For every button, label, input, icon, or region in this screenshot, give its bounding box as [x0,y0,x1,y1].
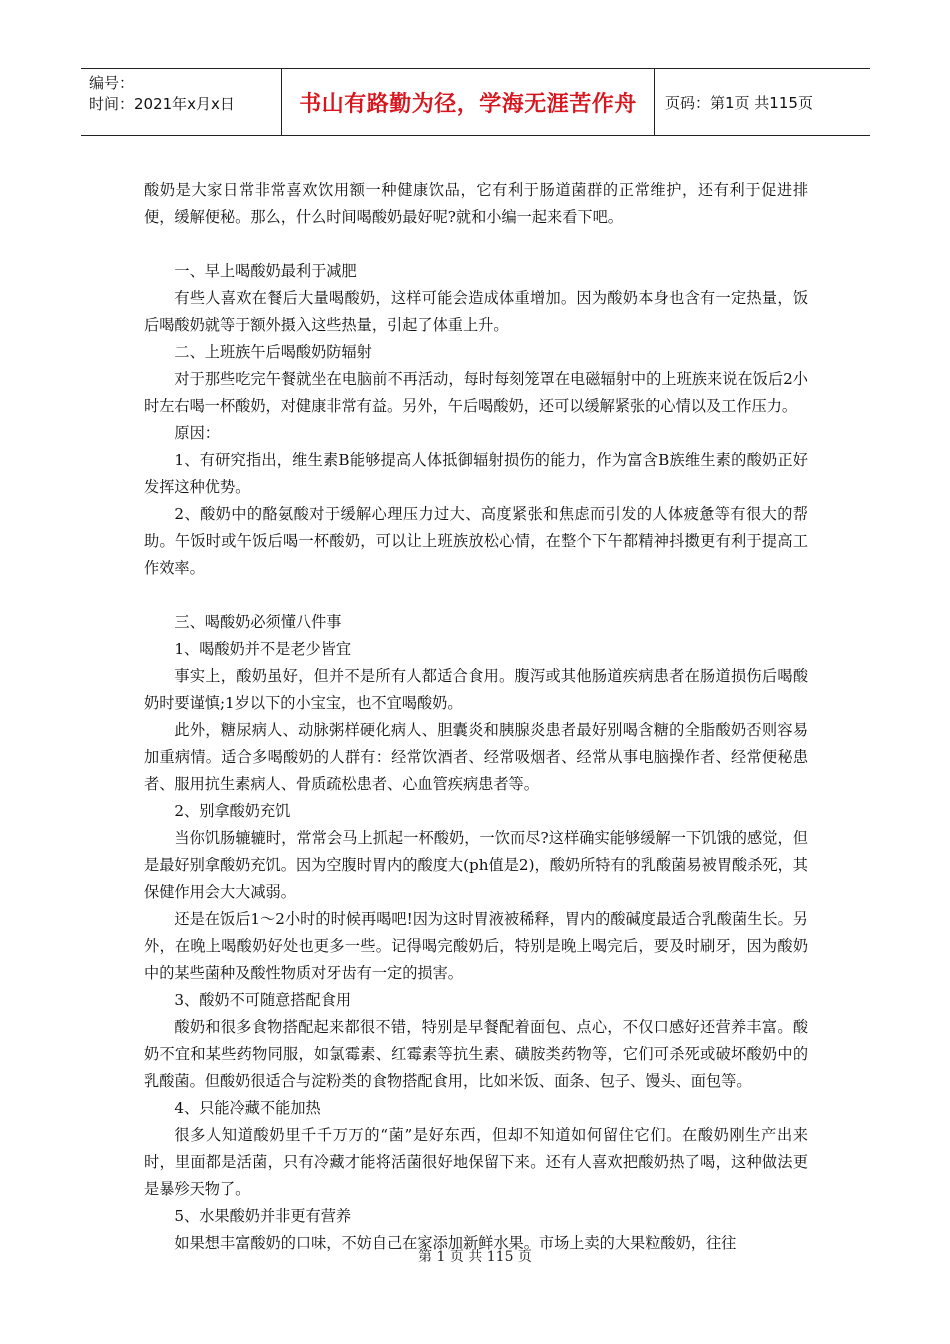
paragraph: 有些人喜欢在餐后大量喝酸奶，这样可能会造成体重增加。因为酸奶本身也含有一定热量，饭后喝酸奶就等于额外摄入这些热量，引起了体重上升。 [144,289,808,334]
subheading: 2、别拿酸奶充饥 [174,802,291,820]
section-heading-1: 一、早上喝酸奶最利于减肥 [174,262,357,280]
paragraph: 原因： [174,424,220,442]
document-body [144,177,808,1257]
header-motto: 书山有路勤为径，学海无涯苦作舟 [282,69,655,135]
number-label: 编号： [89,74,135,92]
paragraph: 此外，糖尿病人、动脉粥样硬化病人、胆囊炎和胰腺炎患者最好别喝含糖的全脂酸奶否则容易加重病情。适合多喝酸奶的人群有：经常饮酒者、经常吸烟者、经常从事电脑操作者、经常便秘患者、服用抗生素病人、骨质疏松患者、心血管疾病患者等。 [144,721,808,793]
paragraph: 当你饥肠辘辘时，常常会马上抓起一杯酸奶，一饮而尽?这样确实能够缓解一下饥饿的感觉，但是最好别拿酸奶充饥。因为空腹时胃内的酸度大(ph值是2)，酸奶所特有的乳酸菌易被胃酸杀死，其保健作用会大大减弱。 [144,829,808,901]
section-heading-3: 三、喝酸奶必须懂八件事 [174,613,342,631]
page-header [81,68,870,136]
header-meta-cell [81,69,282,135]
header-page-info: 页码：第1页 共115页 [665,93,813,112]
page-footer: 第 1 页 共 115 页 [418,1249,532,1265]
paragraph: 酸奶和很多食物搭配起来都很不错，特别是早餐配着面包、点心，不仅口感好还营养丰富。酸奶不宜和某些药物同服，如氯霉素、红霉素等抗生素、磺胺类药物等，它们可杀死或破坏酸奶中的乳酸菌。但酸奶很适合与淀粉类的食物搭配食用，比如米饭、面条、包子、馒头、面包等。 [144,1018,808,1090]
subheading: 3、酸奶不可随意搭配食用 [174,991,352,1009]
paragraph: 如果想丰富酸奶的口味，不妨自己在家添加新鲜水果。市场上卖的大果粒酸奶，往往 [174,1234,737,1252]
subheading: 4、只能冷藏不能加热 [174,1099,321,1117]
paragraph: 很多人知道酸奶里千千万万的“菌”是好东西，但却不知道如何留住它们。在酸奶刚生产出来时，里面都是活菌，只有冷藏才能将活菌很好地保留下来。还有人喜欢把酸奶热了喝，这种做法更是暴殄天物了。 [144,1126,808,1198]
paragraph: 事实上，酸奶虽好，但并不是所有人都适合食用。腹泻或其他肠道疾病患者在肠道损伤后喝酸奶时要谨慎;1岁以下的小宝宝，也不宜喝酸奶。 [144,667,808,712]
intro-paragraph: 酸奶是大家日常非常喜欢饮用额一种健康饮品，它有利于肠道菌群的正常维护，还有利于促进排便，缓解便秘。那么，什么时间喝酸奶最好呢?就和小编一起来看下吧。 [144,181,808,226]
subheading: 5、水果酸奶并非更有营养 [174,1207,352,1225]
subheading: 1、喝酸奶并不是老少皆宜 [174,640,352,658]
paragraph: 1、有研究指出，维生素B能够提高人体抵御辐射损伤的能力，作为富含B族维生素的酸奶正好发挥这种优势。 [144,451,808,496]
paragraph: 2、酸奶中的酪氨酸对于缓解心理压力过大、高度紧张和焦虑而引发的人体疲惫等有很大的帮助。午饭时或午饭后喝一杯酸奶，可以让上班族放松心情，在整个下午都精神抖擞更有利于提高工作效率。 [144,505,808,577]
time-label: 时间：2021年x月x日 [89,95,235,113]
paragraph: 对于那些吃完午餐就坐在电脑前不再活动，每时每刻笼罩在电磁辐射中的上班族来说在饭后2小时左右喝一杯酸奶，对健康非常有益。另外，午后喝酸奶，还可以缓解紧张的心情以及工作压力。 [144,370,808,415]
paragraph: 还是在饭后1～2小时的时候再喝吧!因为这时胃液被稀释，胃内的酸碱度最适合乳酸菌生长。另外，在晚上喝酸奶好处也更多一些。记得喝完酸奶后，特别是晚上喝完后，要及时刷牙，因为酸奶中的某些菌种及酸性物质对牙齿有一定的损害。 [144,910,808,982]
section-heading-2: 二、上班族午后喝酸奶防辐射 [174,343,372,361]
